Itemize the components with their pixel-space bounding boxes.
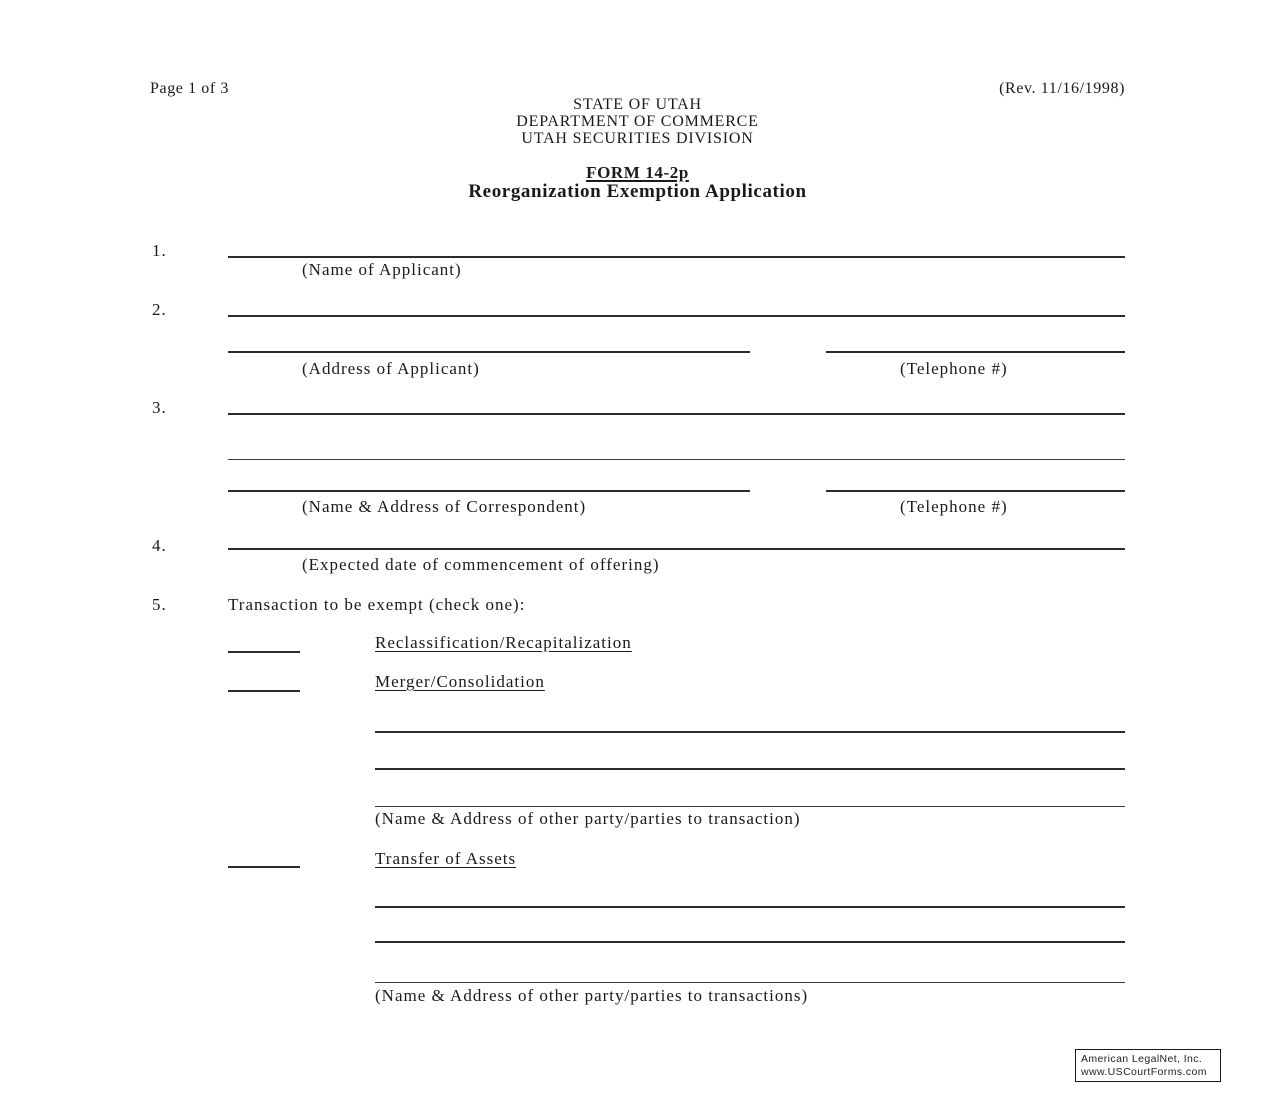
org-name-state: STATE OF UTAH [573, 96, 702, 113]
item-3-number: 3. [152, 398, 167, 417]
item-5-label: Transaction to be exempt (check one): [228, 595, 526, 614]
transfer-party-line-3 [375, 982, 1125, 983]
option-label-reclassification: Reclassification/Recapitalization [375, 633, 632, 652]
org-name-division: UTAH SECURITIES DIVISION [521, 130, 754, 147]
check-blank-transfer [228, 866, 300, 868]
vendor-name: American LegalNet, Inc. [1081, 1053, 1203, 1065]
transfer-party-caption: (Name & Address of other party/parties to transactions) [375, 986, 809, 1005]
item-4-number: 4. [152, 536, 167, 555]
org-name-department: DEPARTMENT OF COMMERCE [516, 113, 759, 130]
item-3-caption-telephone: (Telephone #) [900, 497, 1008, 516]
form-number: FORM 14-2p [586, 163, 689, 182]
merger-party-line-1 [375, 731, 1125, 733]
item-2-blank-line-address [228, 351, 750, 353]
revision-date: (Rev. 11/16/1998) [999, 80, 1125, 97]
merger-party-line-2 [375, 768, 1125, 770]
item-4-caption: (Expected date of commencement of offering) [302, 555, 660, 574]
transfer-party-line-2 [375, 941, 1125, 943]
item-5-number: 5. [152, 595, 167, 614]
vendor-stamp [1075, 1049, 1221, 1082]
item-3-blank-line-1 [228, 413, 1125, 415]
item-4-blank-line [228, 548, 1125, 550]
item-3-blank-line-2 [228, 459, 1125, 460]
item-2-caption-telephone: (Telephone #) [900, 359, 1008, 378]
vendor-url: www.USCourtForms.com [1081, 1066, 1207, 1078]
form-title: Reorganization Exemption Application [468, 181, 807, 202]
item-2-caption-address: (Address of Applicant) [302, 359, 480, 378]
item-3-blank-line-telephone [826, 490, 1125, 492]
merger-party-caption: (Name & Address of other party/parties to transaction) [375, 809, 801, 828]
merger-party-line-3 [375, 806, 1125, 807]
item-3-blank-line-correspondent [228, 490, 750, 492]
item-2-blank-line-1 [228, 315, 1125, 317]
item-1-number: 1. [152, 241, 167, 260]
option-label-transfer: Transfer of Assets [375, 849, 517, 868]
page-indicator: Page 1 of 3 [150, 80, 230, 97]
item-2-blank-line-telephone [826, 351, 1125, 353]
check-blank-reclassification [228, 651, 300, 653]
check-blank-merger [228, 690, 300, 692]
transfer-party-line-1 [375, 906, 1125, 908]
item-2-number: 2. [152, 300, 167, 319]
item-1-caption: (Name of Applicant) [302, 260, 462, 279]
option-label-merger: Merger/Consolidation [375, 672, 545, 691]
item-1-blank-line [228, 256, 1125, 258]
item-3-caption-correspondent: (Name & Address of Correspondent) [302, 497, 587, 516]
